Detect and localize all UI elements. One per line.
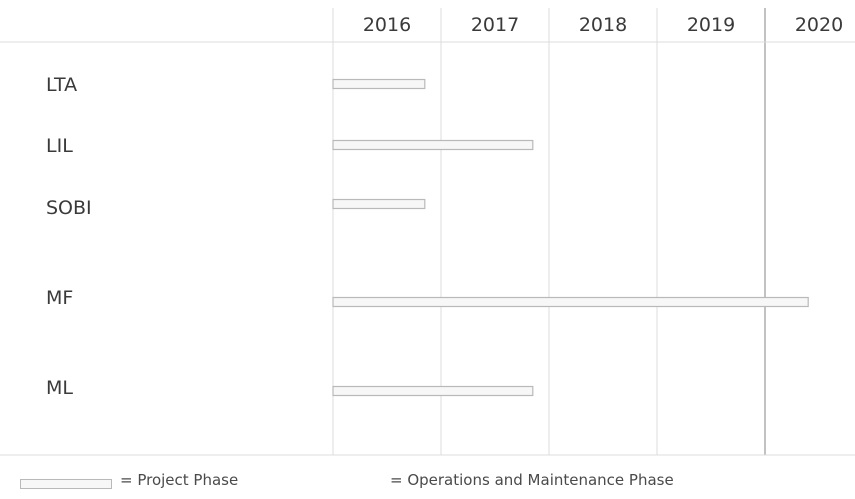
year-label: 2017 (470, 14, 520, 36)
legend-project-label: = Project Phase (120, 471, 239, 489)
project-code: ML (46, 377, 73, 399)
year-label: 2019 (686, 14, 736, 36)
project-code: LIL (46, 135, 73, 157)
project-phase-bar (333, 387, 533, 396)
project-phase-bar (333, 80, 425, 89)
legend (0, 468, 855, 498)
project-phase-bar (333, 141, 533, 150)
project-code: SOBI (46, 197, 92, 219)
project-code: MF (46, 287, 74, 309)
year-header (363, 14, 843, 36)
legend-project-swatch (20, 479, 112, 489)
project-phase-bar (333, 298, 808, 307)
year-label: 2020 (794, 14, 844, 36)
year-label: 2018 (578, 14, 628, 36)
project-bars (333, 80, 808, 396)
project-labels (46, 74, 92, 399)
project-phase-bar (333, 200, 425, 209)
legend-operations-label: = Operations and Maintenance Phase (390, 471, 674, 489)
year-label: 2016 (362, 14, 412, 36)
project-code: LTA (46, 74, 78, 96)
